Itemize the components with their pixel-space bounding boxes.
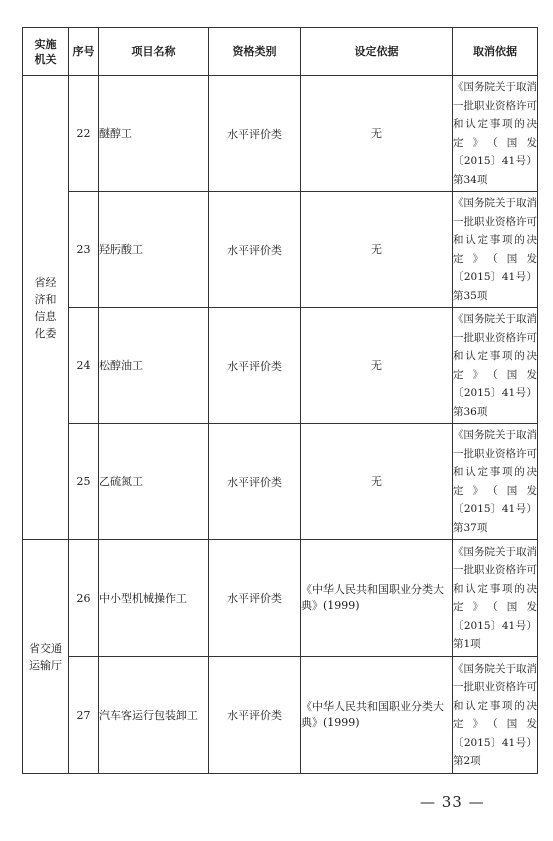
qualification-category: 水平评价类 (209, 308, 301, 424)
project-name: 乙硫氮工 (99, 424, 209, 540)
table-row (23, 192, 538, 308)
row-number: 22 (69, 76, 99, 192)
establishment-basis: 《中华人民共和国职业分类大典》(1999) (301, 657, 453, 774)
qualification-category: 水平评价类 (209, 192, 301, 308)
establishment-basis: 无 (301, 424, 453, 540)
row-number: 25 (69, 424, 99, 540)
header-cancel: 取消依据 (453, 28, 538, 76)
cancellation-basis: 《国务院关于取消一批职业资格许可和认定事项的决定》（国发〔2015〕41号）第34项 (453, 76, 538, 192)
project-name: 羟肟酸工 (99, 192, 209, 308)
qualification-category: 水平评价类 (209, 657, 301, 774)
qualification-category: 水平评价类 (209, 424, 301, 540)
cancellation-basis: 《国务院关于取消一批职业资格许可和认定事项的决定》（国发〔2015〕41号）第37项 (453, 424, 538, 540)
table-row (23, 657, 538, 774)
cancellation-basis: 《国务院关于取消一批职业资格许可和认定事项的决定》（国发〔2015〕41号）第1项 (453, 540, 538, 657)
establishment-basis: 无 (301, 308, 453, 424)
establishment-basis: 无 (301, 192, 453, 308)
header-agency: 实施机关 (23, 28, 69, 76)
project-name: 汽车客运行包装卸工 (99, 657, 209, 774)
table-row (23, 308, 538, 424)
project-name: 松醇油工 (99, 308, 209, 424)
page-number: — 33 — (420, 793, 485, 811)
cancellation-basis: 《国务院关于取消一批职业资格许可和认定事项的决定》（国发〔2015〕41号）第36项 (453, 308, 538, 424)
qualification-table (22, 27, 538, 774)
header-no: 序号 (69, 28, 99, 76)
agency-cell: 省经济和信息化委 (23, 76, 69, 540)
table-row (23, 424, 538, 540)
qualification-category: 水平评价类 (209, 540, 301, 657)
cancellation-basis: 《国务院关于取消一批职业资格许可和认定事项的决定》（国发〔2015〕41号）第2项 (453, 657, 538, 774)
establishment-basis: 无 (301, 76, 453, 192)
header-basis: 设定依据 (301, 28, 453, 76)
cancellation-basis: 《国务院关于取消一批职业资格许可和认定事项的决定》（国发〔2015〕41号）第35项 (453, 192, 538, 308)
table-header-row (23, 28, 538, 76)
header-category: 资格类别 (209, 28, 301, 76)
table-row (23, 76, 538, 192)
qualification-category: 水平评价类 (209, 76, 301, 192)
row-number: 27 (69, 657, 99, 774)
project-name: 醚醇工 (99, 76, 209, 192)
row-number: 24 (69, 308, 99, 424)
establishment-basis: 《中华人民共和国职业分类大典》(1999) (301, 540, 453, 657)
header-name: 项目名称 (99, 28, 209, 76)
row-number: 23 (69, 192, 99, 308)
agency-cell: 省交通运输厅 (23, 540, 69, 774)
row-number: 26 (69, 540, 99, 657)
project-name: 中小型机械操作工 (99, 540, 209, 657)
table-row (23, 540, 538, 657)
